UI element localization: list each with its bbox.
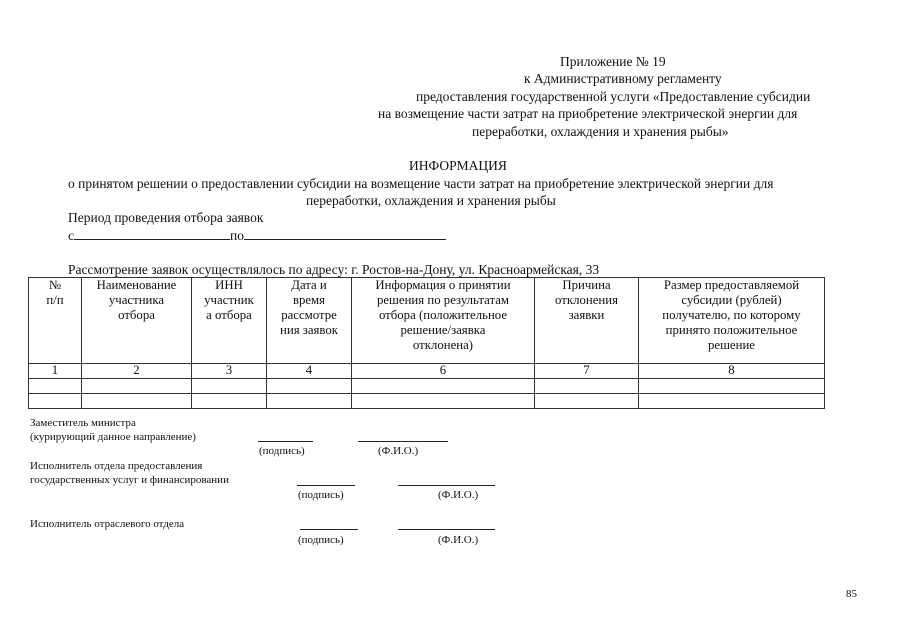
executor-services-name-line[interactable] [398, 485, 495, 486]
executor-services-name-caption: (Ф.И.О.) [438, 489, 479, 501]
header-cell-rejection-reason: Причина отклонения заявки [535, 278, 639, 364]
table-header-row [29, 278, 825, 364]
executor-sector-name-line[interactable] [398, 529, 495, 530]
column-number: 4 [267, 364, 352, 379]
table-cell[interactable] [639, 379, 825, 394]
appendix-regulation: к Административному регламенту [524, 71, 722, 86]
deputy-minister-label: Заместитель министра [30, 417, 136, 429]
appendix-service-line1: предоставления государственной услуги «Предоставление субсидии [416, 89, 811, 104]
column-number: 8 [639, 364, 825, 379]
column-number: 1 [29, 364, 82, 379]
deputy-minister-scope: (курирующий данное направление) [30, 431, 196, 443]
period-from-blank [74, 228, 230, 240]
period-to-blank [244, 228, 446, 240]
table-number-row [29, 364, 825, 379]
executor-services-signature-line[interactable] [297, 485, 355, 486]
table-cell[interactable] [639, 394, 825, 409]
appendix-number: Приложение № 19 [560, 54, 666, 69]
deputy-name-caption: (Ф.И.О.) [378, 445, 419, 457]
deputy-signature-line[interactable] [258, 441, 313, 442]
header-cell-number: № п/п [29, 278, 82, 364]
column-number: 2 [82, 364, 192, 379]
column-number: 6 [352, 364, 535, 379]
appendix-service-line2: на возмещение части затрат на приобретение электрической энергии для [378, 106, 798, 121]
table-row [29, 394, 825, 409]
deputy-name-line[interactable] [358, 441, 448, 442]
header-cell-subsidy-amount: Размер предоставляемой субсидии (рублей) получателю, по которому принято положительное решение [639, 278, 825, 364]
header-cell-review-date: Дата и время рассмотре ния заявок [267, 278, 352, 364]
table-cell[interactable] [192, 379, 267, 394]
table-cell[interactable] [352, 394, 535, 409]
header-cell-participant-name: Наименование участника отбора [82, 278, 192, 364]
decision-table [28, 277, 825, 409]
column-number: 3 [192, 364, 267, 379]
table-cell[interactable] [267, 394, 352, 409]
table-cell[interactable] [82, 379, 192, 394]
period-to-label: по [230, 228, 244, 243]
period-from-label: с [68, 228, 74, 243]
header-cell-decision-info: Информация о принятии решения по результатам отбора (положительное решение/заявка отклонена) [352, 278, 535, 364]
table-cell[interactable] [535, 394, 639, 409]
table-cell[interactable] [29, 394, 82, 409]
executor-services-signature-caption: (подпись) [298, 489, 344, 501]
executor-sector-label: Исполнитель отраслевого отдела [30, 518, 185, 530]
table-cell[interactable] [352, 379, 535, 394]
document-subtitle-line2: переработки, охлаждения и хранения рыбы [306, 193, 556, 208]
document-subtitle-line1: о принятом решении о предоставлении субсидии на возмещение части затрат на приобретение электрической энергии для [68, 176, 774, 191]
header-cell-inn: ИНН участник а отбора [192, 278, 267, 364]
executor-services-label-line1: Исполнитель отдела предоставления [30, 460, 203, 472]
period-label: Период проведения отбора заявок [68, 210, 264, 225]
table-row [29, 379, 825, 394]
column-number: 7 [535, 364, 639, 379]
table-cell[interactable] [29, 379, 82, 394]
appendix-service-line3: переработки, охлаждения и хранения рыбы» [472, 124, 729, 139]
table-cell[interactable] [267, 379, 352, 394]
table-cell[interactable] [192, 394, 267, 409]
executor-sector-signature-line[interactable] [300, 529, 358, 530]
table-cell[interactable] [82, 394, 192, 409]
deputy-signature-caption: (подпись) [259, 445, 305, 457]
page-number: 85 [846, 588, 857, 600]
executor-services-label-line2: государственных услуг и финансировании [30, 474, 229, 486]
executor-sector-signature-caption: (подпись) [298, 534, 344, 546]
document-title: ИНФОРМАЦИЯ [409, 158, 507, 173]
review-address: Рассмотрение заявок осуществлялось по адресу: г. Ростов-на-Дону, ул. Красноармейская, 33 [68, 262, 600, 277]
table-cell[interactable] [535, 379, 639, 394]
executor-sector-name-caption: (Ф.И.О.) [438, 534, 479, 546]
period-range [68, 228, 446, 244]
